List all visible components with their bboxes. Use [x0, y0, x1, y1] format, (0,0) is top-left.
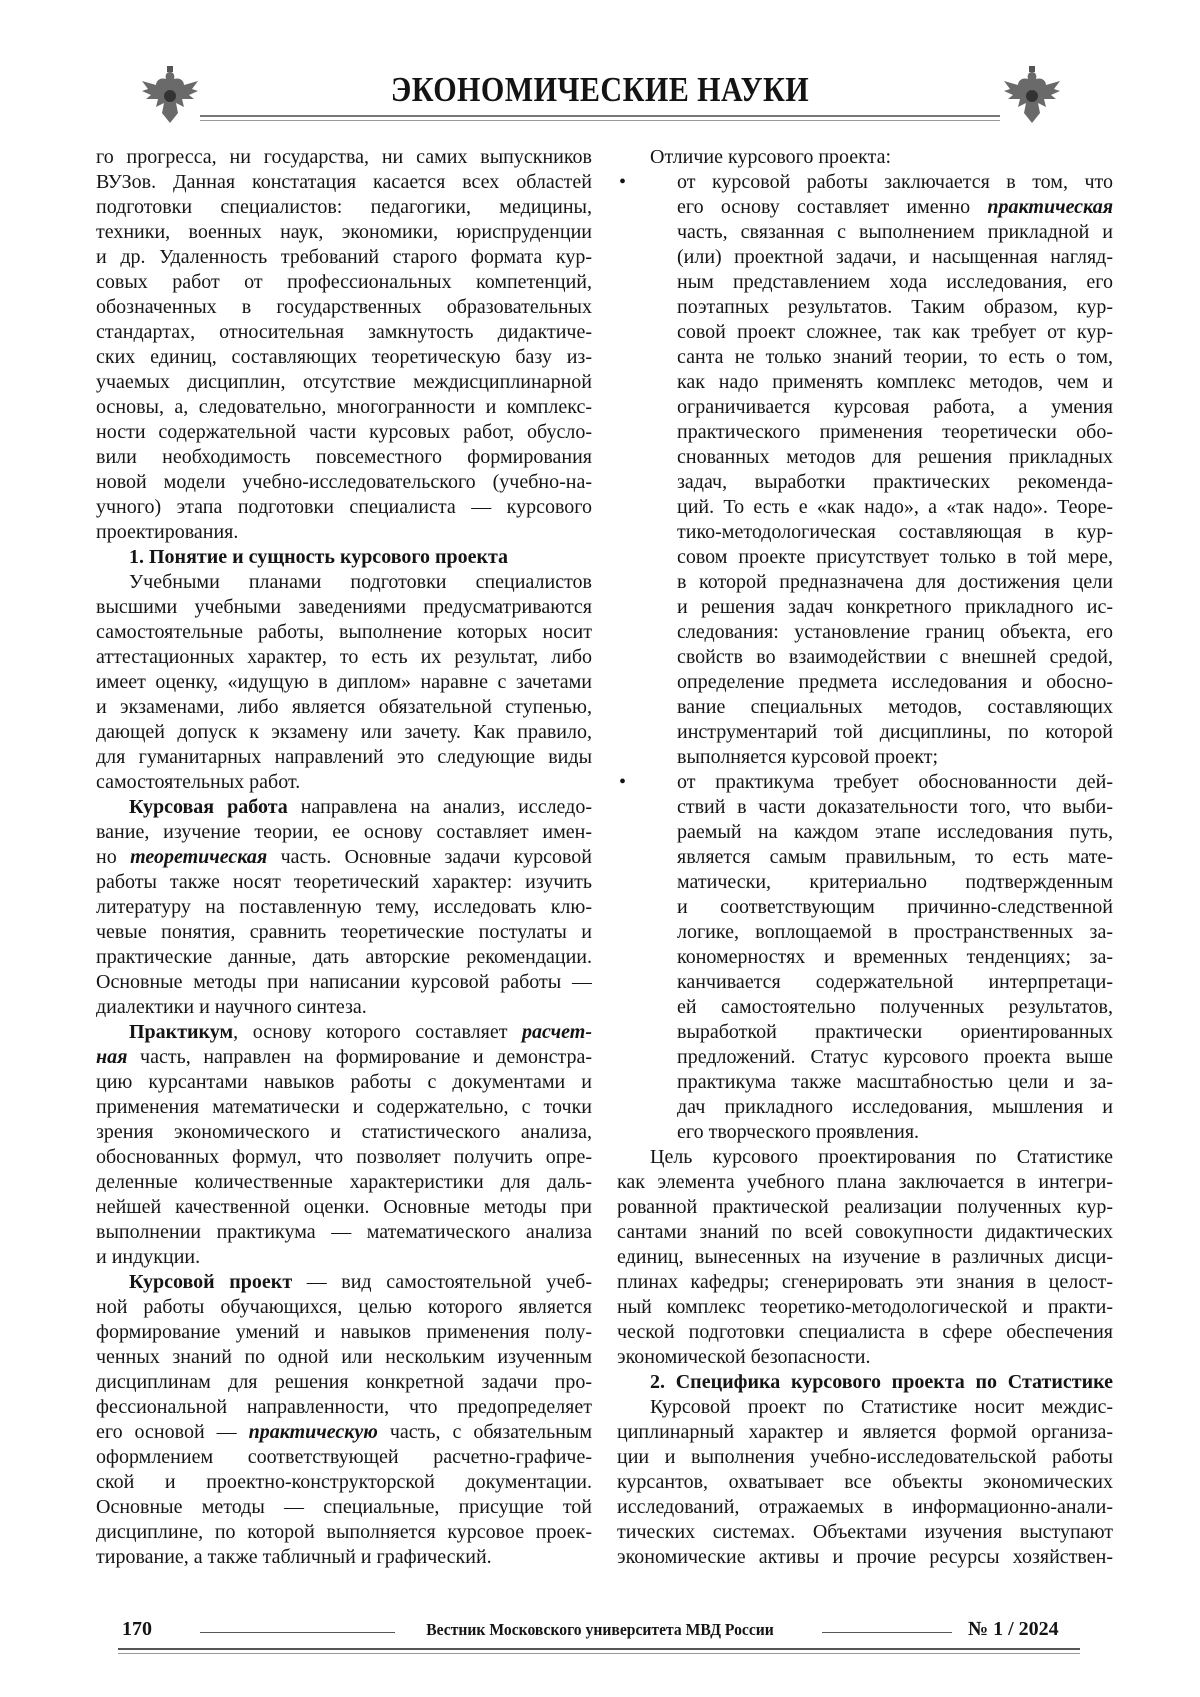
text-line: циплинарный характер и является формой организа-: [617, 1421, 1113, 1443]
text-line: [96, 1420, 592, 1445]
text-line: дисциплинам для решения конкретной задачи про-: [96, 1371, 592, 1393]
text-line: высшими учебными заведениями предусматриваются: [96, 596, 592, 618]
text-line: [617, 770, 1113, 795]
text-line: самостоятельные работы, выполнение которых носит: [96, 621, 592, 643]
text-line: [96, 1245, 592, 1270]
footer-divider: [118, 1648, 1080, 1650]
text-line: [617, 545, 1113, 570]
text-line: [617, 1070, 1113, 1095]
text-line: основы, а, следовательно, многогранности и комплекс-: [96, 396, 592, 418]
text-line: ской и проектно-конструкторской документации.: [96, 1471, 592, 1493]
text-line: [96, 1020, 592, 1045]
text-run: , основу которого составляет: [233, 1021, 523, 1043]
bold-text: 2. Специфика курсового проекта по Статистике: [650, 1371, 1113, 1393]
journal-name: Вестник Московского университета МВД России: [426, 1620, 774, 1639]
text-run: тико-методологическая составляющая в кур-: [677, 521, 1113, 543]
emphasis-text: практическая: [987, 196, 1113, 218]
text-run: задач, выработки практических рекоменда-: [677, 471, 1113, 493]
text-line: [96, 520, 592, 545]
bold-text: 1. Понятие и сущность курсового проекта: [129, 546, 509, 568]
text-line: аттестационных характер, то есть их результат, либо: [96, 646, 592, 668]
text-line: [617, 195, 1113, 220]
text-line: [617, 1045, 1113, 1070]
text-line: [96, 1270, 592, 1295]
text-run: от курсовой работы заключается в том, что: [677, 171, 1113, 193]
text-line: литературу на поставленную тему, исследовать клю-: [96, 896, 592, 918]
text-line: ВУЗов. Данная констатация касается всех областей: [96, 171, 592, 193]
text-line: [617, 695, 1113, 720]
text-run: направлена на анализ, исследо-: [287, 796, 592, 818]
text-run: свойств во взаимодействии с внешней средой,: [677, 646, 1113, 668]
text-line: [617, 620, 1113, 645]
text-run: диалектики и научного синтеза.: [96, 996, 367, 1018]
text-line: дающей допуск к экзамену или зачету. Как правило,: [96, 721, 592, 743]
text-run: Отличие курсового проекта:: [650, 146, 892, 168]
text-line: сантами знаний по всей совокупности дидактических: [617, 1221, 1113, 1243]
text-line: [617, 520, 1113, 545]
text-run: ограничивается курсовая работа, а умения: [677, 396, 1113, 418]
text-run: Учебными планами подготовки специалистов: [129, 571, 592, 593]
text-line: обоснованных формул, что позволяет получить опре-: [96, 1146, 592, 1168]
text-line: как элемента учебного плана заключается в интегри-: [617, 1171, 1113, 1193]
text-run: в которой предназначена для достижения цели: [677, 571, 1113, 593]
text-line: оформлением соответствующей расчетно-графиче-: [96, 1446, 592, 1468]
text-line: ческой подготовки специалиста в сфере обеспечения: [617, 1321, 1113, 1343]
text-run: (или) проектной задачи, и насыщенная нагляд-: [677, 246, 1113, 268]
text-line: практические данные, дать авторские рекомендации.: [96, 946, 592, 968]
text-line: обозначенных в государственных образовательных: [96, 296, 592, 318]
text-line: [617, 895, 1113, 920]
bold-text: Курсовая работа: [129, 796, 288, 818]
text-line: формирование умений и навыков применения полу-: [96, 1321, 592, 1343]
text-run: канчивается содержательной интерпретаци-: [677, 971, 1113, 993]
text-line: ции и выполнения учебно-исследовательской работы: [617, 1446, 1113, 1468]
text-line: [96, 1545, 592, 1570]
text-line: [617, 645, 1113, 670]
text-run: часть, связанная с выполнением прикладной и: [677, 221, 1113, 243]
text-line: [617, 995, 1113, 1020]
text-run: раемый на каждом этапе исследования путь,: [677, 821, 1113, 843]
emphasis-text: ная: [96, 1046, 128, 1068]
text-line: [617, 495, 1113, 520]
text-run: от практикума требует обоснованности дей-: [677, 771, 1113, 793]
text-line: техники, военных наук, экономики, юриспруденции: [96, 221, 592, 243]
page-number: 170: [122, 1618, 152, 1640]
text-line: и экзаменами, либо является обязательной ступенью,: [96, 696, 592, 718]
text-line: вание, изучение теории, ее основу составляет имен-: [96, 821, 592, 843]
text-line: учаемых дисциплин, отсутствие междисциплинарной: [96, 371, 592, 393]
text-run: совой проект сложнее, так как требует от кур-: [677, 321, 1113, 343]
text-line: [617, 820, 1113, 845]
text-line: применения математически и содержательно, с точки: [96, 1096, 592, 1118]
footer-divider: [118, 1653, 1080, 1654]
text-line: [96, 795, 592, 820]
text-line: [617, 1345, 1113, 1370]
text-line: плинах кафедры; сгенерировать эти знания в целост-: [617, 1271, 1113, 1293]
text-line: ченных знаний по одной или нескольким изученным: [96, 1346, 592, 1368]
text-run: и индукции.: [96, 1246, 201, 1268]
text-run: тирование, а также табличный и графический.: [96, 1546, 492, 1568]
bullet-marker: •: [619, 171, 627, 193]
text-run: предложений. Статус курсового проекта выше: [677, 1046, 1113, 1068]
text-run: кономерностях и временных тенденциях; за-: [677, 946, 1113, 968]
text-line: [96, 770, 592, 795]
text-line: ной работы обучающихся, целью которого является: [96, 1296, 592, 1318]
text-line: исследований, отражаемых в информационно-анали-: [617, 1496, 1113, 1518]
text-line: [96, 1045, 592, 1070]
text-line: [617, 1095, 1113, 1120]
right-column: [617, 145, 1113, 1570]
text-run: его основой —: [96, 1421, 249, 1443]
text-run: выработкой практически ориентированных: [677, 1021, 1113, 1043]
text-line: [617, 795, 1113, 820]
text-line: [617, 595, 1113, 620]
text-line: Основные методы — специальные, присущие той: [96, 1496, 592, 1518]
text-line: [617, 1120, 1113, 1145]
text-line: рованной практической реализации полученных кур-: [617, 1196, 1113, 1218]
text-line: работы также носят теоретический характер: изучить: [96, 871, 592, 893]
text-line: [617, 420, 1113, 445]
header-divider: [200, 120, 1000, 121]
text-line: и др. Удаленность требований старого формата кур-: [96, 246, 592, 268]
section-title: ЭКОНОМИЧЕСКИЕ НАУКИ: [390, 70, 810, 109]
text-run: самостоятельных работ.: [96, 771, 301, 793]
text-run: проектирования.: [96, 521, 239, 543]
text-run: экономической безопасности.: [617, 1346, 871, 1368]
left-column: [96, 145, 592, 1570]
text-run: как надо применять комплекс методов, чем и: [677, 371, 1113, 393]
text-line: [96, 570, 592, 595]
text-line: вили необходимость повсеместного формирования: [96, 446, 592, 468]
text-line: Основные методы при написании курсовой работы —: [96, 971, 592, 993]
text-run: ей самостоятельно полученных результатов,: [677, 996, 1113, 1018]
text-line: [617, 970, 1113, 995]
text-line: [96, 845, 592, 870]
text-run: поэтапных результатов. Таким образом, кур-: [677, 296, 1113, 318]
text-line: [617, 320, 1113, 345]
text-line: [617, 270, 1113, 295]
text-run: дач прикладного исследования, мышления и: [677, 1096, 1113, 1118]
text-line: [617, 295, 1113, 320]
text-line: [617, 1145, 1113, 1170]
text-line: [96, 545, 592, 570]
text-line: [617, 470, 1113, 495]
text-run: снованных методов для решения прикладных: [677, 446, 1113, 468]
bullet-marker: •: [619, 771, 627, 793]
text-run: вание специальных методов, составляющих: [677, 696, 1113, 718]
text-line: ских единиц, составляющих теоретическую базу из-: [96, 346, 592, 368]
text-line: новой модели учебно-исследовательского (учебно-на-: [96, 471, 592, 493]
text-run: является самым правильным, то есть мате-: [677, 846, 1113, 868]
text-line: [617, 145, 1113, 170]
text-line: [617, 370, 1113, 395]
text-run: но: [96, 846, 131, 868]
text-line: цию курсантами навыков работы с документами и: [96, 1071, 592, 1093]
text-run: выполняется курсовой проект;: [677, 746, 939, 768]
text-run: санта не только знаний теории, то есть о том,: [677, 346, 1113, 368]
text-line: имеет оценку, «идущую в диплом» наравне с зачетами: [96, 671, 592, 693]
text-line: [617, 1370, 1113, 1395]
text-line: го прогресса, ни государства, ни самих выпускников: [96, 146, 592, 168]
text-line: [617, 945, 1113, 970]
text-line: [617, 170, 1113, 195]
text-line: фессиональной направленности, что предопределяет: [96, 1396, 592, 1418]
text-line: учного) этапа подготовки специалиста — курсового: [96, 496, 592, 518]
emphasis-text: практическую: [248, 1421, 378, 1443]
text-line: экономические активы и прочие ресурсы хозяйствен-: [617, 1546, 1113, 1568]
text-line: [617, 220, 1113, 245]
text-line: подготовки специалистов: педагогики, медицины,: [96, 196, 592, 218]
emphasis-text: теоретическая: [130, 846, 268, 868]
text-run: логике, воплощаемой в пространственных за-: [677, 921, 1113, 943]
text-run: практикума также масштабностью цели и за-: [677, 1071, 1113, 1093]
text-run: ным представлением хода исследования, его: [677, 271, 1113, 293]
text-run: ций. То есть е «как надо», а «так надо». Теоре-: [677, 496, 1113, 518]
text-run: часть. Основные задачи курсовой: [267, 846, 592, 868]
text-run: определение предмета исследования и обосно-: [677, 671, 1113, 693]
text-line: курсантов, охватывает все объекты экономических: [617, 1471, 1113, 1493]
issue-number: № 1 / 2024: [968, 1618, 1059, 1640]
text-line: единиц, вынесенных на изучение в различных дисци-: [617, 1246, 1113, 1268]
bold-text: Курсовой проект: [129, 1271, 293, 1293]
text-line: ности содержательной части курсовых работ, обусло-: [96, 421, 592, 443]
text-line: дисциплине, по которой выполняется курсовое проек-: [96, 1521, 592, 1543]
text-run: его основу составляет именно: [677, 196, 988, 218]
text-line: [617, 920, 1113, 945]
text-line: [617, 670, 1113, 695]
text-run: Курсовой проект по Статистике носит междис-: [650, 1396, 1113, 1418]
text-line: нейшей качественной оценки. Основные методы при: [96, 1196, 592, 1218]
text-line: [617, 745, 1113, 770]
text-line: [617, 1395, 1113, 1420]
text-line: зрения экономического и статистического анализа,: [96, 1121, 592, 1143]
text-line: ный комплекс теоретико-методологической и практи-: [617, 1296, 1113, 1318]
text-run: его творческого проявления.: [677, 1121, 920, 1143]
text-run: и соответствующим причинно-следственной: [677, 896, 1113, 918]
text-run: и решения задач конкретного прикладного ис-: [677, 596, 1113, 618]
text-line: выполнении практикума — математического анализа: [96, 1221, 592, 1243]
text-line: чевые понятия, сравнить теоретические постулаты и: [96, 921, 592, 943]
text-run: инструментарий той дисциплины, по которой: [677, 721, 1113, 743]
text-run: матически, критериально подтвержденным: [677, 871, 1113, 893]
text-line: [617, 445, 1113, 470]
text-line: [617, 870, 1113, 895]
text-line: совых работ от профессиональных компетенций,: [96, 271, 592, 293]
text-line: [617, 570, 1113, 595]
text-line: стандартах, относительная замкнутость дидактиче-: [96, 321, 592, 343]
text-line: [617, 345, 1113, 370]
text-line: [617, 245, 1113, 270]
text-line: [96, 995, 592, 1020]
text-line: тических системах. Объектами изучения выступают: [617, 1521, 1113, 1543]
text-line: [617, 1020, 1113, 1045]
text-run: следования: установление границ объекта, его: [677, 621, 1113, 643]
emphasis-text: расчет-: [522, 1021, 592, 1043]
text-run: совом проекте присутствует только в той мере,: [677, 546, 1113, 568]
text-line: [617, 845, 1113, 870]
text-run: Цель курсового проектирования по Статистике: [650, 1146, 1113, 1168]
text-run: часть, с обязательным: [377, 1421, 592, 1443]
header-divider: [200, 115, 1000, 117]
bold-text: Практикум: [129, 1021, 234, 1043]
text-run: — вид самостоятельной учеб-: [292, 1271, 592, 1293]
text-line: деленные количественные характеристики для даль-: [96, 1171, 592, 1193]
text-run: ствий в части доказательности того, что выби-: [677, 796, 1113, 818]
footer-line: [822, 1632, 952, 1633]
text-line: [617, 720, 1113, 745]
text-run: практического применения теоретически обо-: [677, 421, 1113, 443]
text-line: [617, 395, 1113, 420]
text-run: часть, направлен на формирование и демонстра-: [127, 1046, 592, 1068]
text-line: для гуманитарных направлений это следующие виды: [96, 746, 592, 768]
